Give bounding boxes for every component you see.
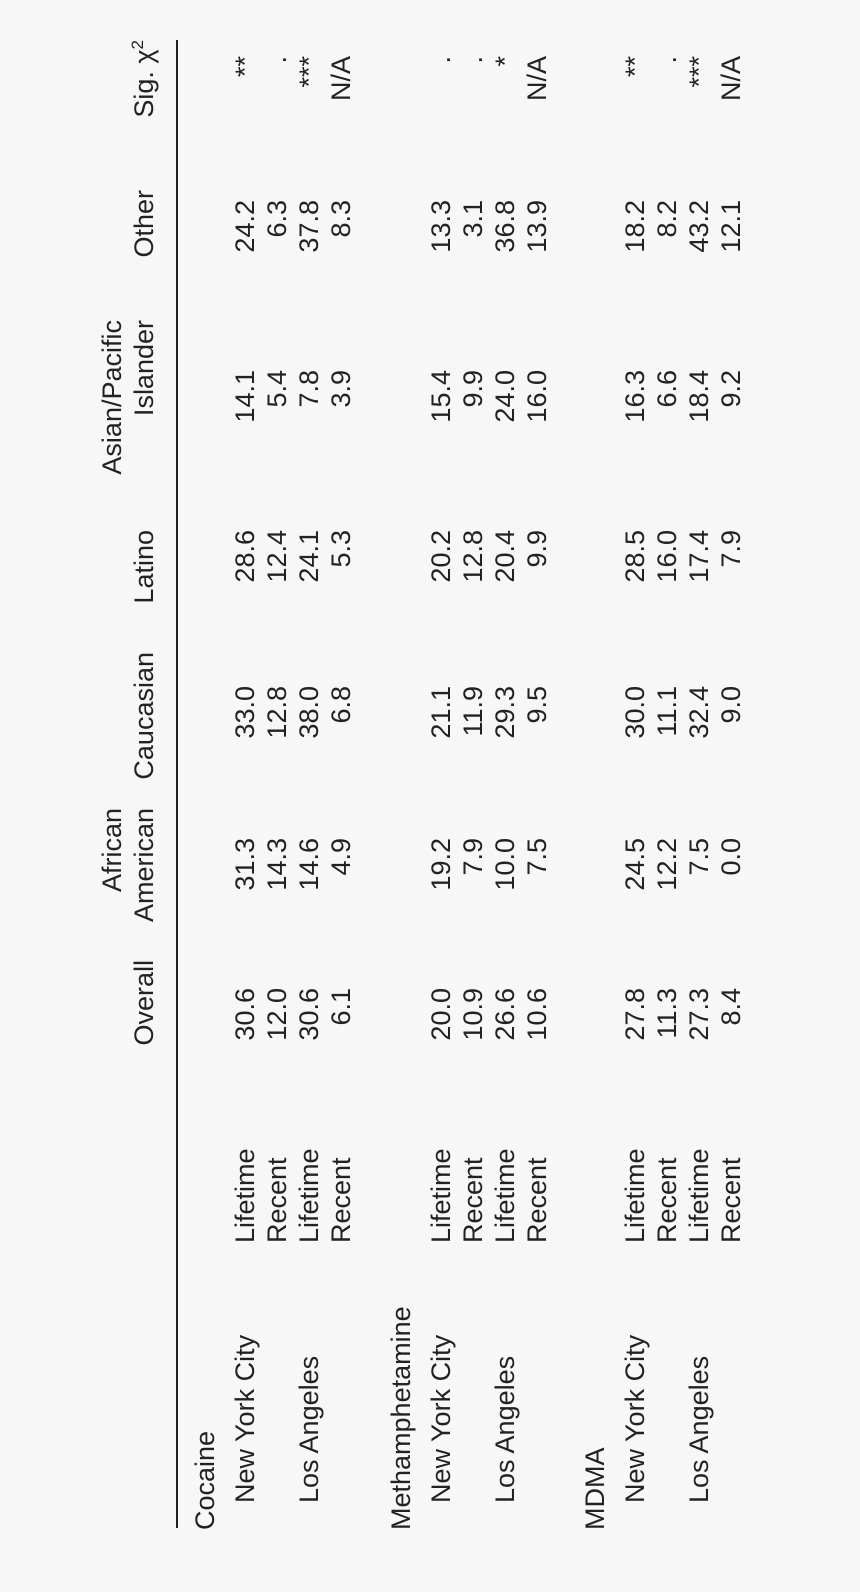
value-asian-pacific: 14.1 [230, 370, 260, 423]
value-african-american: 24.5 [620, 838, 650, 891]
value-overall: 6.1 [326, 988, 356, 1026]
city-label: Los Angeles [490, 1355, 520, 1503]
value-other: 43.2 [684, 200, 714, 253]
value-caucasian: 11.9 [458, 686, 488, 737]
city-label: New York City [426, 1334, 456, 1503]
value-other: 24.2 [230, 200, 260, 253]
header-caucasian [128, 652, 160, 796]
value-other: 37.8 [294, 200, 324, 253]
drug-title: MDMA [580, 1447, 610, 1530]
value-latino: 12.8 [458, 530, 488, 583]
value-overall: 27.3 [684, 988, 714, 1041]
value-other: 18.2 [620, 200, 650, 253]
value-sig: * [490, 56, 520, 67]
table-rule [176, 40, 178, 1528]
value-african-american: 14.6 [294, 838, 324, 891]
value-asian-pacific: 16.3 [620, 370, 650, 423]
period-label: Recent [522, 1157, 552, 1243]
value-latino: 16.0 [652, 530, 682, 583]
value-other: 12.1 [716, 200, 746, 253]
value-caucasian: 38.0 [294, 686, 324, 739]
value-african-american: 0.0 [716, 838, 746, 876]
period-label: Recent [458, 1157, 488, 1243]
value-overall: 12.0 [262, 988, 292, 1041]
value-african-american: 4.9 [326, 838, 356, 876]
value-asian-pacific: 7.8 [294, 370, 324, 408]
header-african-american-line1: African [97, 808, 127, 893]
value-african-american: 7.5 [522, 838, 552, 876]
header-african-american [96, 808, 161, 948]
value-overall: 30.6 [230, 988, 260, 1041]
value-sig: ** [620, 56, 650, 78]
value-latino: 20.2 [426, 530, 456, 583]
header-sig-superscript: 2 [128, 40, 147, 50]
value-other: 8.3 [326, 200, 356, 238]
value-latino: 28.6 [230, 530, 260, 583]
value-latino: 5.3 [326, 530, 356, 568]
header-other [128, 190, 160, 302]
period-label: Recent [716, 1157, 746, 1243]
header-overall-text: Overall [129, 960, 159, 1046]
city-label: Los Angeles [684, 1355, 714, 1503]
value-caucasian: 33.0 [230, 686, 260, 739]
value-overall: 10.6 [522, 988, 552, 1041]
value-asian-pacific: 5.4 [262, 370, 292, 408]
value-asian-pacific: 3.9 [326, 370, 356, 408]
value-caucasian: 11.1 [652, 686, 682, 737]
period-label: Lifetime [426, 1148, 456, 1243]
period-label: Lifetime [230, 1148, 260, 1243]
value-caucasian: 30.0 [620, 686, 650, 739]
value-other: 3.1 [458, 200, 488, 238]
period-label: Lifetime [490, 1148, 520, 1243]
period-label: Recent [262, 1157, 292, 1243]
city-label: New York City [620, 1334, 650, 1503]
value-latino: 7.9 [716, 530, 746, 568]
value-asian-pacific: 9.9 [458, 370, 488, 408]
value-caucasian: 29.3 [490, 686, 520, 739]
value-african-american: 14.3 [262, 838, 292, 891]
city-label: New York City [230, 1334, 260, 1503]
value-caucasian: 9.0 [716, 686, 746, 724]
drug-title: Methamphetamine [386, 1306, 416, 1530]
value-caucasian: 6.8 [326, 686, 356, 724]
period-label: Recent [652, 1157, 682, 1243]
city-label: Los Angeles [294, 1355, 324, 1503]
value-latino: 9.9 [522, 530, 552, 568]
value-overall: 8.4 [716, 988, 746, 1026]
value-asian-pacific: 16.0 [522, 370, 552, 423]
value-asian-pacific: 15.4 [426, 370, 456, 423]
value-african-american: 19.2 [426, 838, 456, 891]
header-latino-text: Latino [129, 530, 159, 604]
value-asian-pacific: 6.6 [652, 370, 682, 408]
value-overall: 10.9 [458, 988, 488, 1041]
header-other-text: Other [129, 190, 159, 258]
header-sig-text: Sig. χ [129, 49, 159, 118]
value-sig: *** [294, 56, 324, 88]
value-other: 36.8 [490, 200, 520, 253]
value-sig: N/A [326, 56, 356, 102]
value-asian-pacific: 18.4 [684, 370, 714, 423]
value-african-american: 31.3 [230, 838, 260, 891]
period-label: Lifetime [620, 1148, 650, 1243]
value-other: 13.3 [426, 200, 456, 253]
header-asian-pacific-line1: Asian/Pacific [97, 320, 127, 475]
value-overall: 26.6 [490, 988, 520, 1041]
value-other: 13.9 [522, 200, 552, 253]
value-sig: . [262, 56, 292, 64]
value-african-american: 7.9 [458, 838, 488, 876]
value-sig: . [458, 56, 488, 64]
value-african-american: 7.5 [684, 838, 714, 876]
value-asian-pacific: 9.2 [716, 370, 746, 408]
period-label: Lifetime [294, 1148, 324, 1243]
header-latino [128, 530, 160, 640]
header-asian-pacific-islander [96, 320, 161, 510]
value-overall: 11.3 [652, 988, 682, 1039]
value-african-american: 10.0 [490, 838, 520, 891]
value-sig: . [426, 56, 456, 64]
value-latino: 28.5 [620, 530, 650, 583]
value-latino: 24.1 [294, 530, 324, 583]
value-latino: 12.4 [262, 530, 292, 583]
period-label: Recent [326, 1157, 356, 1243]
value-sig: ** [230, 56, 260, 78]
value-caucasian: 12.8 [262, 686, 292, 739]
value-sig: N/A [716, 56, 746, 102]
header-african-american-line2: American [129, 808, 160, 923]
value-african-american: 12.2 [652, 838, 682, 891]
value-overall: 20.0 [426, 988, 456, 1041]
value-sig: N/A [522, 56, 552, 102]
value-latino: 20.4 [490, 530, 520, 583]
header-caucasian-text: Caucasian [129, 652, 159, 780]
header-overall [128, 960, 160, 1092]
value-other: 6.3 [262, 200, 292, 238]
drug-title: Cocaine [190, 1430, 220, 1530]
value-sig: . [652, 56, 682, 64]
header-asian-pacific-line2: Islander [129, 320, 160, 417]
header-sig [128, 40, 160, 160]
value-overall: 30.6 [294, 988, 324, 1041]
value-caucasian: 21.1 [426, 686, 456, 739]
value-latino: 17.4 [684, 530, 714, 583]
value-caucasian: 32.4 [684, 686, 714, 739]
period-label: Lifetime [684, 1148, 714, 1243]
value-other: 8.2 [652, 200, 682, 238]
value-asian-pacific: 24.0 [490, 370, 520, 423]
value-caucasian: 9.5 [522, 686, 552, 724]
value-overall: 27.8 [620, 988, 650, 1041]
value-sig: *** [684, 56, 714, 88]
